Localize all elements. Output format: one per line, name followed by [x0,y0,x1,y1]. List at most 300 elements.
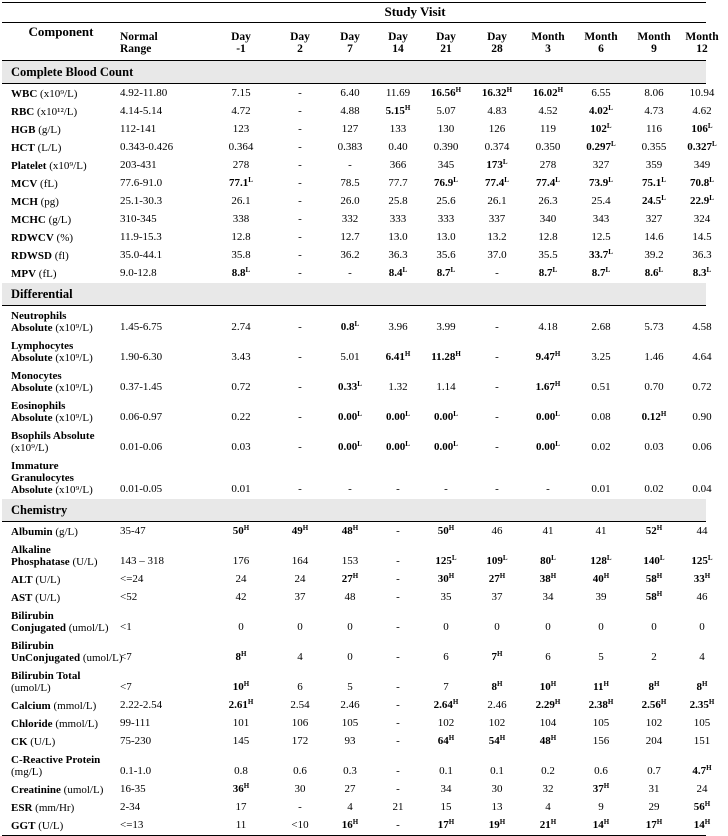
result-value: 25.8 [388,195,408,207]
high-flag: H [404,350,411,358]
result-value: $0.8^L$ [340,320,360,333]
result-value: - [298,411,302,423]
result-value: - [396,681,400,693]
result-value: 4.83 [487,105,507,117]
result-value: - [298,213,302,225]
result-value: - [298,381,302,393]
result-value: $54^H$ [488,734,506,747]
component-label: MCH (pg) [11,196,59,208]
normal-range: 203-431 [120,159,157,171]
result-value: $0.00^L$ [386,440,410,453]
result-value: 333 [437,213,455,225]
high-flag: H [550,572,557,580]
result-value: 1.32 [388,381,408,393]
result-value: 0.04 [692,483,712,495]
result-value: 101 [232,717,250,729]
result-value: 0.7 [647,765,661,777]
result-value: $77.4^L$ [536,176,560,189]
high-flag: H [554,350,561,358]
result-value: 359 [645,159,663,171]
result-value: $24.5^L$ [642,194,666,207]
result-value: $37^H$ [592,782,610,795]
result-value: - [495,321,499,333]
result-value: 340 [539,213,557,225]
low-flag: L [555,410,560,418]
component-label: ESR (mm/Hr) [11,802,75,814]
high-flag: H [603,782,610,790]
result-value: 42 [235,591,247,603]
low-flag: L [707,122,713,130]
normal-range: 0.01-0.05 [120,483,163,495]
result-value: $173^L$ [486,158,508,171]
component-header: Component [28,24,94,39]
result-value: - [495,483,499,495]
result-value: - [298,483,302,495]
result-value: $73.9^L$ [589,176,613,189]
result-value: $16.32^H$ [481,86,513,99]
result-value: 24 [294,573,306,585]
high-flag: H [448,818,455,826]
low-flag: L [605,266,611,274]
normal-range-header: Normal Range [120,31,158,55]
result-value: 46 [696,591,708,603]
result-value: 145 [232,735,250,747]
result-value: 11.69 [385,87,411,99]
low-flag: L [357,380,362,388]
normal-range: 11.9-15.3 [120,231,162,243]
high-flag: H [448,572,455,580]
result-value: $8.6^L$ [644,266,664,279]
component-label: Albumin (g/L) [11,526,78,538]
component-label: HCT (L/L) [11,142,62,154]
result-value: 0.08 [591,411,611,423]
result-value: $27^H$ [488,572,506,585]
result-value: - [396,651,400,663]
result-value: 0.350 [535,141,561,153]
normal-range: 75-230 [120,735,152,747]
result-value: $140^L$ [643,554,665,567]
result-value: $49^H$ [291,524,309,537]
result-value: 0.02 [591,441,611,453]
result-value: $17^H$ [645,818,663,831]
result-value: 0.03 [231,441,251,453]
result-value: 156 [592,735,610,747]
result-value: $52^H$ [645,524,663,537]
low-flag: L [453,410,458,418]
high-flag: H [704,572,711,580]
result-value: $102^L$ [590,122,612,135]
study-visit-title: Study Visit [384,4,446,19]
normal-range: 35-47 [120,525,146,537]
result-value: $2.61^H$ [228,698,254,711]
result-value: $16.02^H$ [532,86,564,99]
result-value: $70.8^L$ [690,176,714,189]
result-value: <10 [291,819,309,831]
low-flag: L [354,320,360,328]
result-value: $0.00^L$ [434,440,458,453]
section-header-differential [2,283,706,305]
low-flag: L [709,176,714,184]
result-value: - [495,441,499,453]
result-value: 0.383 [337,141,363,153]
result-value: 324 [693,213,711,225]
result-value: - [298,267,302,279]
result-value: 105 [693,717,711,729]
result-value: $58^H$ [645,590,663,603]
high-flag: H [607,698,614,706]
result-value: $8^H$ [696,680,708,693]
result-value: $77.1^L$ [229,176,253,189]
result-value: 9 [598,801,604,813]
visit-header-day-14: Day 14 [388,31,408,55]
result-value: $8.8^L$ [231,266,251,279]
result-value: $128^L$ [590,554,612,567]
high-flag: H [557,86,564,94]
result-value: 5.01 [340,351,360,363]
section-title: Complete Blood Count [11,65,134,79]
result-value: 46 [491,525,503,537]
result-value: 4 [545,801,551,813]
result-value: $2.35^H$ [689,698,715,711]
table-rule [2,83,706,84]
component-label: Bilirubin UnConjugated (umol/L) [11,640,123,664]
result-value: 332 [341,213,359,225]
result-value: 327 [645,213,663,225]
component-label: C-Reactive Protein (mg/L) [11,754,101,778]
result-value: $0.00^L$ [536,410,560,423]
high-flag: H [660,410,667,418]
result-value: 172 [291,735,309,747]
result-value: 278 [539,159,557,171]
low-flag: L [245,266,251,274]
result-value: 0.51 [591,381,611,393]
high-flag: H [241,650,247,658]
result-value: 337 [488,213,506,225]
result-value: 5 [347,681,353,693]
low-flag: L [453,440,458,448]
result-value: 0.70 [644,381,664,393]
result-value: 119 [539,123,557,135]
result-value: 6 [545,651,551,663]
result-value: 1.14 [436,381,456,393]
result-value: 8.06 [644,87,664,99]
high-flag: H [247,698,254,706]
result-value: 48 [344,591,356,603]
high-flag: H [243,680,250,688]
result-value: 1.46 [644,351,664,363]
result-value: 130 [437,123,455,135]
result-value: 2.46 [340,699,360,711]
normal-range: <=24 [120,573,144,585]
result-value: 127 [341,123,359,135]
result-value: 12.7 [340,231,360,243]
result-value: 78.5 [340,177,360,189]
table-rule [2,521,706,522]
result-value: 123 [232,123,250,135]
result-value: 4 [297,651,303,663]
result-value: - [298,249,302,261]
normal-range: <=13 [120,819,144,831]
result-value: 24 [235,573,247,585]
result-value: 3.96 [388,321,408,333]
result-value: 0.364 [228,141,254,153]
high-flag: H [656,524,663,532]
low-flag: L [659,554,665,562]
result-value: 0.355 [641,141,667,153]
result-value: 105 [341,717,359,729]
low-flag: L [555,176,560,184]
result-value: 345 [437,159,455,171]
low-flag: L [402,266,408,274]
result-value: 31 [648,783,660,795]
component-label: MCV (fL) [11,178,58,190]
high-flag: H [603,818,610,826]
low-flag: L [608,248,613,256]
result-value: 0 [545,621,551,633]
result-value: 39.2 [644,249,664,261]
result-value: $48^H$ [341,524,359,537]
result-value: - [396,555,400,567]
result-value: $8.7^L$ [538,266,558,279]
component-label: Eosinophils Absolute (x10⁹/L) [11,400,93,424]
high-flag: H [660,698,667,706]
low-flag: L [707,554,713,562]
component-label: MPV (fL) [11,268,57,280]
result-value: - [396,735,400,747]
result-value: $30^H$ [437,572,455,585]
result-value: $48^H$ [539,734,557,747]
table-rule [2,305,706,306]
normal-range: 99-111 [120,717,151,729]
component-label: Immature Granulocytes Absolute (x10⁹/L) [11,460,93,496]
result-value: 37.0 [487,249,507,261]
result-value: 26.1 [487,195,507,207]
normal-range: 0.1-1.0 [120,765,152,777]
result-value: $8^H$ [235,650,247,663]
result-value: 0.6 [594,765,608,777]
result-value: 4.73 [644,105,664,117]
result-value: 116 [645,123,663,135]
result-value: 133 [389,123,407,135]
result-value: 204 [645,735,663,747]
result-value: $0.12^H$ [641,410,667,423]
result-value: 37 [294,591,306,603]
normal-range: 4.92-11.80 [120,87,168,99]
high-flag: H [506,86,513,94]
high-flag: H [550,680,557,688]
low-flag: L [405,440,410,448]
result-value: $8^H$ [491,680,503,693]
low-flag: L [661,194,666,202]
result-value: 0 [699,621,705,633]
result-value: 3.43 [231,351,251,363]
low-flag: L [357,410,362,418]
normal-range: 0.37-1.45 [120,381,163,393]
result-value: 126 [488,123,506,135]
result-value: 10.94 [689,87,715,99]
low-flag: L [658,266,664,274]
component-label: RDWSD (fl) [11,250,69,262]
visit-header-day-1: Day -1 [231,31,251,55]
result-value: 13.0 [388,231,408,243]
result-value: 0.8 [234,765,248,777]
low-flag: L [551,554,556,562]
result-value: 0.3 [343,765,357,777]
result-value: $11.28^H$ [431,350,461,363]
result-value: 13 [491,801,503,813]
result-value: $27^H$ [341,572,359,585]
normal-range: 35.0-44.1 [120,249,163,261]
normal-range: 2-34 [120,801,141,813]
result-value: 36.2 [340,249,360,261]
result-value: 0.72 [692,381,712,393]
result-value: 21 [392,801,404,813]
result-value: 0.01 [591,483,611,495]
result-value: $36^H$ [232,782,250,795]
high-flag: H [706,764,712,772]
high-flag: H [352,524,359,532]
result-value: 5.73 [644,321,664,333]
high-flag: H [656,818,663,826]
component-label: GGT (U/L) [11,820,64,832]
result-value: 0.01 [231,483,251,495]
normal-range: 143 – 318 [120,555,164,567]
result-value: 0 [651,621,657,633]
result-value: $2.64^H$ [433,698,459,711]
high-flag: H [499,572,506,580]
result-value: 35.8 [231,249,251,261]
result-value: 26.3 [538,195,558,207]
table-rule [2,22,706,23]
result-value: - [298,123,302,135]
result-value: 343 [592,213,610,225]
result-value: 2.74 [231,321,251,333]
result-value: 41 [542,525,554,537]
component-label: MCHC (g/L) [11,214,72,226]
result-value: - [298,801,302,813]
normal-range: 310-345 [120,213,157,225]
result-value: - [444,483,448,495]
result-value: $80^L$ [540,554,556,567]
component-label: Platelet (x10⁹/L) [11,160,87,172]
normal-range: 0.01-0.06 [120,441,163,453]
section-header-chemistry [2,499,706,521]
result-value: 278 [232,159,250,171]
result-value: - [298,321,302,333]
result-value: 24 [696,783,708,795]
normal-range: 0.343-0.426 [120,141,174,153]
result-value: 0.40 [388,141,408,153]
section-title: Chemistry [11,503,68,517]
high-flag: H [550,734,557,742]
normal-range: <1 [120,621,132,633]
visit-header-day-21: Day 21 [436,31,456,55]
result-value: - [396,819,400,831]
visit-header-day-28: Day 28 [487,31,507,55]
result-value: $106^L$ [691,122,713,135]
visit-header-day-7: Day 7 [340,31,360,55]
low-flag: L [502,554,508,562]
result-value: 366 [389,159,407,171]
result-value: 0.1 [490,765,504,777]
normal-range: 1.45-6.75 [120,321,163,333]
result-value: $0.00^L$ [434,410,458,423]
result-value: 105 [592,717,610,729]
result-value: 106 [291,717,309,729]
result-value: - [396,621,400,633]
result-value: 4.72 [231,105,251,117]
component-label: HGB (g/L) [11,124,61,136]
result-value: $8.4^L$ [388,266,408,279]
component-label: RDWCV (%) [11,232,74,244]
result-value: 4.52 [538,105,558,117]
normal-range: 112-141 [120,123,157,135]
low-flag: L [502,158,508,166]
result-value: $8.7^L$ [591,266,611,279]
high-flag: H [497,650,503,658]
result-value: 0.90 [692,411,712,423]
result-value: 12.5 [591,231,611,243]
result-value: 0.02 [644,483,664,495]
result-value: 26.0 [340,195,360,207]
result-value: 2.54 [290,699,310,711]
result-value: 25.4 [591,195,611,207]
result-value: $10^H$ [232,680,250,693]
high-flag: H [352,572,359,580]
high-flag: H [499,818,506,826]
result-value: 0 [238,621,244,633]
result-value: $1.67^H$ [535,380,561,393]
low-flag: L [706,266,712,274]
result-value: $11^H$ [593,680,609,693]
high-flag: H [243,524,250,532]
result-value: 6 [443,651,449,663]
result-value: 0 [347,651,353,663]
component-label: Lymphocytes Absolute (x10⁹/L) [11,340,93,364]
result-value: $0.00^L$ [338,410,362,423]
result-value: - [348,267,352,279]
normal-range: 4.14-5.14 [120,105,163,117]
component-label: Bsophils Absolute (x10⁹/L) [11,430,95,454]
result-value: 153 [341,555,359,567]
high-flag: H [452,698,459,706]
result-value: 0.374 [484,141,510,153]
result-value: 0.2 [541,765,555,777]
high-flag: H [708,698,715,706]
normal-range: 16-35 [120,783,146,795]
normal-range: 0.06-0.97 [120,411,163,423]
high-flag: H [302,524,309,532]
low-flag: L [453,176,458,184]
result-value: - [348,159,352,171]
result-value: $10^H$ [539,680,557,693]
result-value: $8.3^L$ [692,266,712,279]
visit-header-month-9: Month 9 [637,31,671,55]
result-value: 333 [389,213,407,225]
result-value: - [298,177,302,189]
result-value: 34 [542,591,554,603]
result-value: $2.38^H$ [588,698,614,711]
component-label: CK (U/L) [11,736,56,748]
high-flag: H [654,680,660,688]
result-value: 0.06 [692,441,712,453]
result-value: $14^H$ [592,818,610,831]
low-flag: L [712,140,717,148]
result-value: $9.47^H$ [535,350,561,363]
low-flag: L [608,176,613,184]
result-value: 0 [347,621,353,633]
result-value: $50^H$ [232,524,250,537]
